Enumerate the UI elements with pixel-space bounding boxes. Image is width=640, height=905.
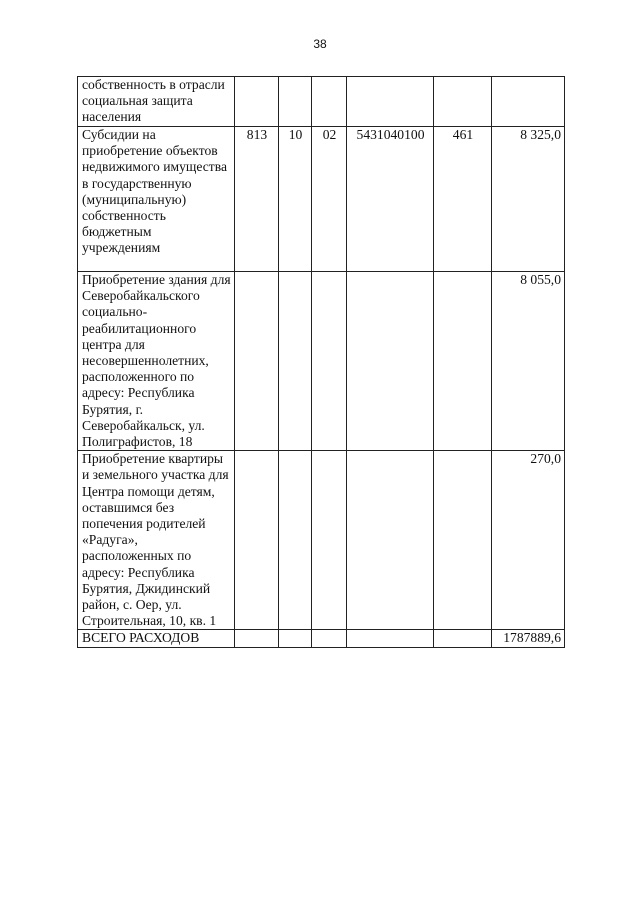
total-row bbox=[78, 630, 565, 648]
target-article-cell bbox=[347, 451, 434, 630]
budget-expenses-table bbox=[77, 76, 565, 648]
table-row bbox=[78, 272, 565, 451]
expense-type-cell bbox=[434, 272, 492, 451]
sum-cell: 270,0 bbox=[492, 451, 565, 630]
section-cell bbox=[279, 630, 312, 648]
page-number: 38 bbox=[313, 37, 327, 51]
section-cell bbox=[279, 272, 312, 451]
grbs-cell bbox=[235, 272, 279, 451]
table-row bbox=[78, 127, 565, 272]
table-row bbox=[78, 77, 565, 127]
grbs-cell: 813 bbox=[235, 127, 279, 272]
expense-type-cell bbox=[434, 630, 492, 648]
section-cell bbox=[279, 451, 312, 630]
target-article-cell: 5431040100 bbox=[347, 127, 434, 272]
total-label: ВСЕГО РАСХОДОВ bbox=[78, 630, 235, 648]
target-article-cell bbox=[347, 77, 434, 127]
row-name-cell: Приобретение квартиры и земельного участка для Центра помощи детям, оставшимся без попечения родителей «Радуга», расположенных по адресу: Республика Бурятия, Джидинский район, с. Оер, ул. Строительная, 10, кв. 1 bbox=[78, 451, 235, 630]
subsection-cell bbox=[312, 77, 347, 127]
target-article-cell bbox=[347, 630, 434, 648]
subsection-cell bbox=[312, 451, 347, 630]
expense-type-cell: 461 bbox=[434, 127, 492, 272]
subsection-cell bbox=[312, 272, 347, 451]
row-name-cell: Приобретение здания для Северобайкальского социально-реабилитационного центра для несовершеннолетних, расположенного по адресу: Республика Бурятия, г. Северобайкальск, ул. Полиграфистов, 18 bbox=[78, 272, 235, 451]
section-cell bbox=[279, 77, 312, 127]
subsection-cell bbox=[312, 630, 347, 648]
grbs-cell bbox=[235, 451, 279, 630]
subsection-cell: 02 bbox=[312, 127, 347, 272]
sum-cell: 8 325,0 bbox=[492, 127, 565, 272]
expense-type-cell bbox=[434, 451, 492, 630]
target-article-cell bbox=[347, 272, 434, 451]
sum-cell: 8 055,0 bbox=[492, 272, 565, 451]
row-name-cell: собственность в отрасли социальная защита населения bbox=[78, 77, 235, 127]
section-cell: 10 bbox=[279, 127, 312, 272]
total-sum: 1787889,6 bbox=[492, 630, 565, 648]
row-name-cell: Субсидии на приобретение объектов недвижимого имущества в государственную (муниципальную) собственность бюджетным учреждениям bbox=[78, 127, 235, 272]
grbs-cell bbox=[235, 77, 279, 127]
expense-type-cell bbox=[434, 77, 492, 127]
table-row bbox=[78, 451, 565, 630]
grbs-cell bbox=[235, 630, 279, 648]
sum-cell bbox=[492, 77, 565, 127]
